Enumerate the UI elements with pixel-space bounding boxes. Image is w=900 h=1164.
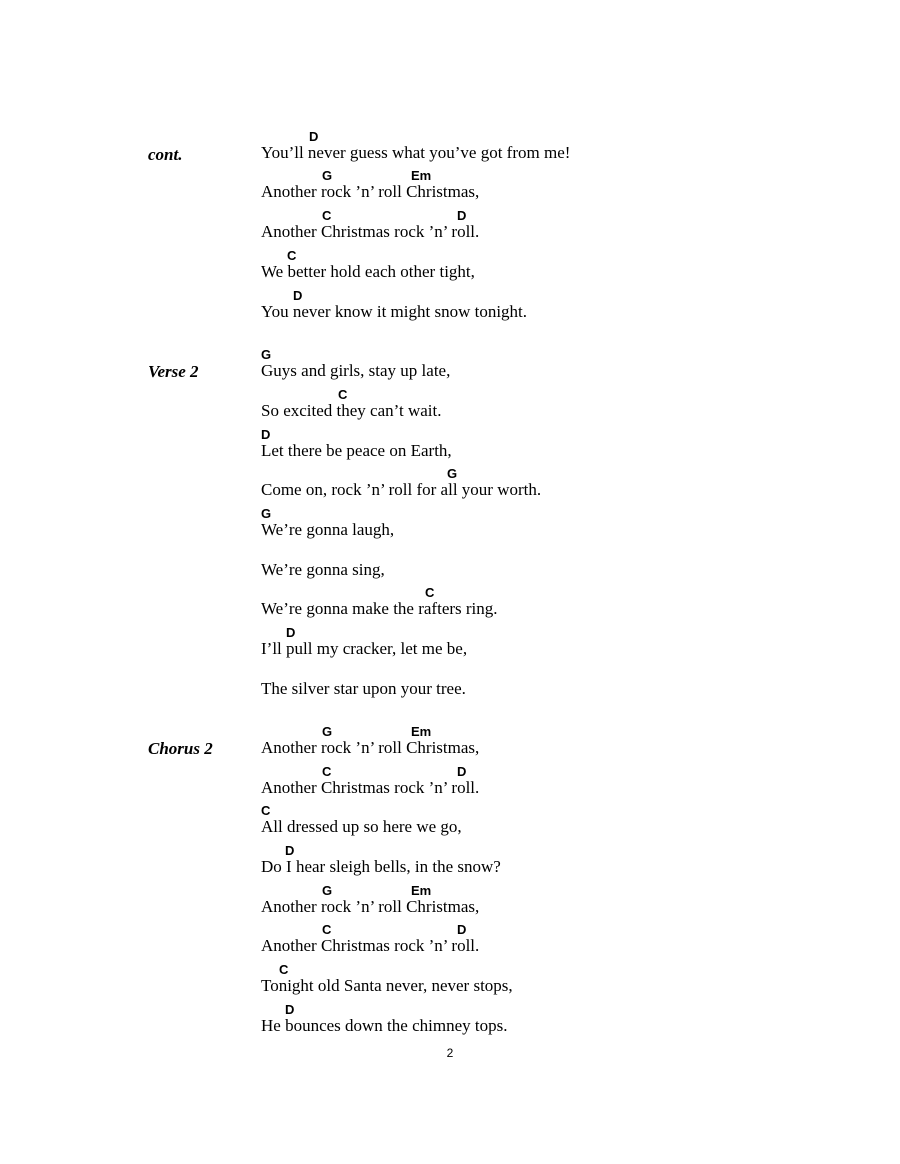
chord: D: [457, 764, 467, 779]
section-label-chorus-2: Chorus 2: [148, 739, 213, 758]
chord: D: [457, 922, 467, 937]
lyric-text: Tonight old Santa never, never stops,: [261, 976, 513, 995]
section-label-cont: cont.: [148, 145, 183, 164]
chord: D: [293, 288, 303, 303]
lyric-line: [261, 288, 861, 328]
chord: G: [261, 347, 272, 362]
lyric-line: [261, 248, 861, 288]
lyric-line: [261, 129, 861, 169]
lyric-line: [261, 764, 861, 804]
lyric-line: [261, 347, 861, 387]
chord: Em: [411, 168, 432, 183]
lyric-text: I’ll pull my cracker, let me be,: [261, 639, 468, 658]
chord: Em: [411, 724, 432, 739]
chord: C: [287, 248, 297, 263]
lyric-text: You never know it might snow tonight.: [261, 302, 528, 321]
chord: G: [322, 883, 333, 898]
chord: D: [286, 625, 296, 640]
chord: D: [285, 1002, 295, 1017]
chord: G: [261, 506, 272, 521]
lyric-text: Another rock ’n’ roll Christmas,: [261, 897, 480, 916]
lyric-text: Come on, rock ’n’ roll for all your worth.: [261, 480, 542, 499]
lyric-line: [261, 546, 861, 586]
lyric-line: [261, 168, 861, 208]
lyric-text: The silver star upon your tree.: [261, 679, 466, 698]
lyric-line: [261, 506, 861, 546]
lyric-line: [261, 843, 861, 883]
lyric-text: We’re gonna make the rafters ring.: [261, 599, 498, 618]
lyric-text: All dressed up so here we go,: [261, 817, 462, 836]
chord: D: [457, 208, 467, 223]
lyric-line: [261, 665, 861, 705]
chord: G: [322, 168, 333, 183]
chord: C: [425, 585, 435, 600]
lyric-line: [261, 427, 861, 467]
lyric-line: [261, 962, 861, 1002]
chord: C: [322, 764, 332, 779]
lyric-line: [261, 1002, 861, 1042]
lyric-line: [261, 387, 861, 427]
lyric-line: [261, 803, 861, 843]
lyric-line: [261, 466, 861, 506]
page-number: 2: [446, 1046, 454, 1060]
chord: D: [261, 427, 271, 442]
lyric-text: Another Christmas rock ’n’ roll.: [261, 222, 480, 241]
lyric-text: Do I hear sleigh bells, in the snow?: [261, 857, 501, 876]
lyric-line: [261, 208, 861, 248]
chord: C: [279, 962, 289, 977]
chord: Em: [411, 883, 432, 898]
lyric-line: [261, 922, 861, 962]
chord: C: [322, 208, 332, 223]
chord: C: [338, 387, 348, 402]
lyric-line: [261, 724, 861, 764]
lyric-text: You’ll never guess what you’ve got from me!: [261, 143, 571, 162]
lyric-line: [261, 625, 861, 665]
chord: C: [261, 803, 271, 818]
lyric-text: So excited they can’t wait.: [261, 401, 442, 420]
chord: G: [322, 724, 333, 739]
lyric-text: We better hold each other tight,: [261, 262, 475, 281]
lyric-text: Guys and girls, stay up late,: [261, 361, 451, 380]
lyric-text: Another Christmas rock ’n’ roll.: [261, 778, 480, 797]
lyric-line: [261, 883, 861, 923]
lyric-text: Another Christmas rock ’n’ roll.: [261, 936, 480, 955]
lyric-text: He bounces down the chimney tops.: [261, 1016, 508, 1035]
chord: G: [447, 466, 458, 481]
chord: D: [309, 129, 319, 144]
lyric-text: We’re gonna laugh,: [261, 520, 395, 539]
lyric-text: Another rock ’n’ roll Christmas,: [261, 182, 480, 201]
lyric-text: We’re gonna sing,: [261, 560, 385, 579]
lyric-text: Let there be peace on Earth,: [261, 441, 452, 460]
lyric-text: Another rock ’n’ roll Christmas,: [261, 738, 480, 757]
chord: D: [285, 843, 295, 858]
chord: C: [322, 922, 332, 937]
section-label-verse-2: Verse 2: [148, 362, 199, 381]
lyric-line: [261, 585, 861, 625]
